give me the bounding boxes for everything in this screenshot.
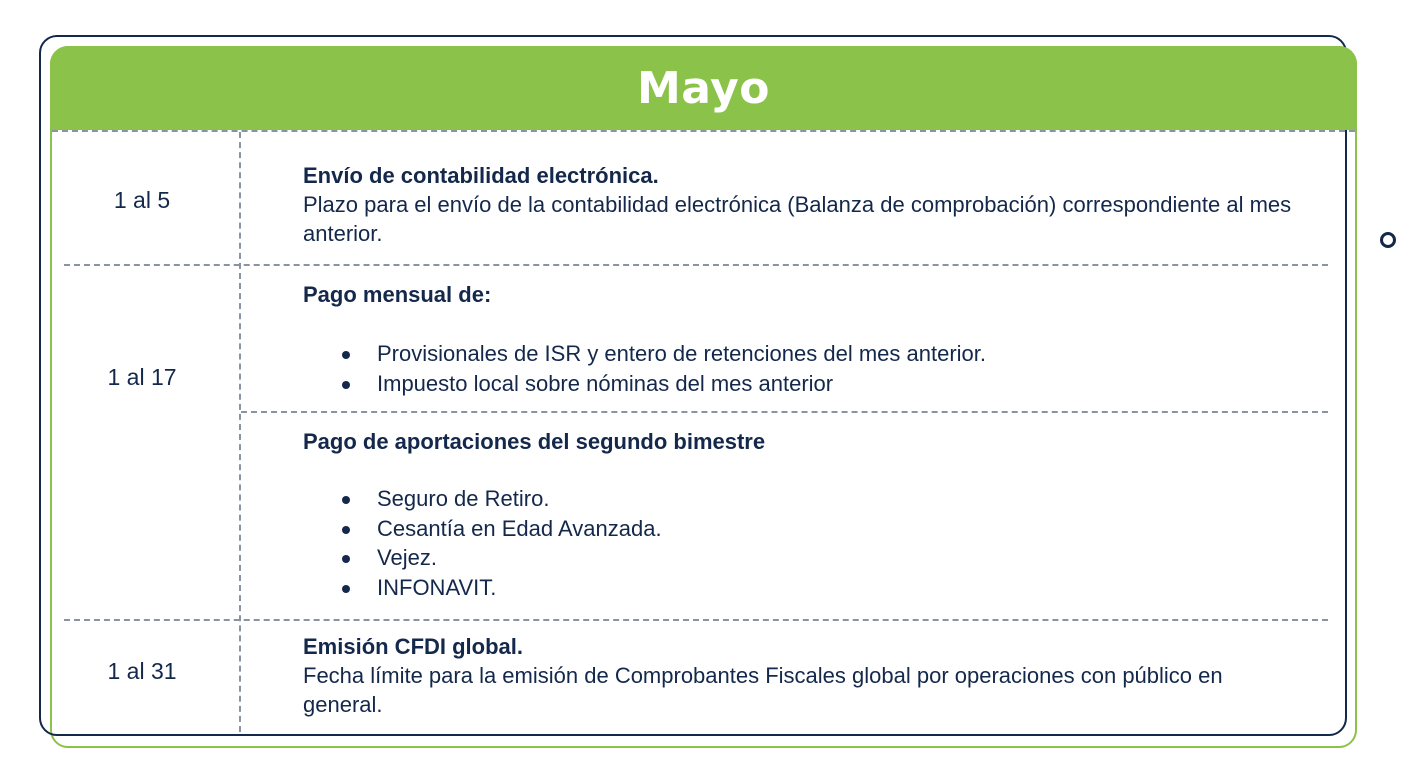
month-title: Mayo (636, 62, 771, 114)
sub-row-divider (241, 411, 1328, 413)
calendar-entry (303, 161, 1293, 248)
row-date: 1 al 17 (107, 364, 177, 390)
row-date: 1 al 5 (113, 187, 171, 213)
entry-title: Pago de aportaciones del segundo bimestre (303, 429, 766, 454)
entry-title: Emisión CFDI global. (303, 634, 524, 659)
row-divider (64, 619, 1328, 621)
list-item: Seguro de Retiro. (303, 484, 1293, 514)
header-divider (52, 130, 1355, 132)
bullet-list (303, 484, 1293, 602)
calendar-entry (303, 427, 1293, 602)
row-date: 1 al 31 (107, 658, 177, 684)
month-header (50, 46, 1357, 130)
decorative-dot-icon (1380, 232, 1396, 248)
entry-description: Fecha límite para la emisión de Comprobantes Fiscales global por operaciones con público en general. (303, 663, 1223, 717)
entry-description: Plazo para el envío de la contabilidad electrónica (Balanza de comprobación) correspondiente al mes anterior. (303, 192, 1292, 246)
row-divider (64, 264, 1328, 266)
list-item: Cesantía en Edad Avanzada. (303, 514, 1293, 544)
calendar-entry (303, 632, 1293, 719)
entry-title: Pago mensual de: (303, 282, 492, 307)
list-item: Impuesto local sobre nóminas del mes anterior (303, 369, 1293, 399)
bullet-list (303, 339, 1293, 398)
entry-title: Envío de contabilidad electrónica. (303, 163, 659, 188)
list-item: INFONAVIT. (303, 573, 1293, 603)
column-divider (239, 132, 241, 732)
list-item: Provisionales de ISR y entero de retenciones del mes anterior. (303, 339, 1293, 369)
list-item: Vejez. (303, 543, 1293, 573)
calendar-entry (303, 280, 1293, 398)
